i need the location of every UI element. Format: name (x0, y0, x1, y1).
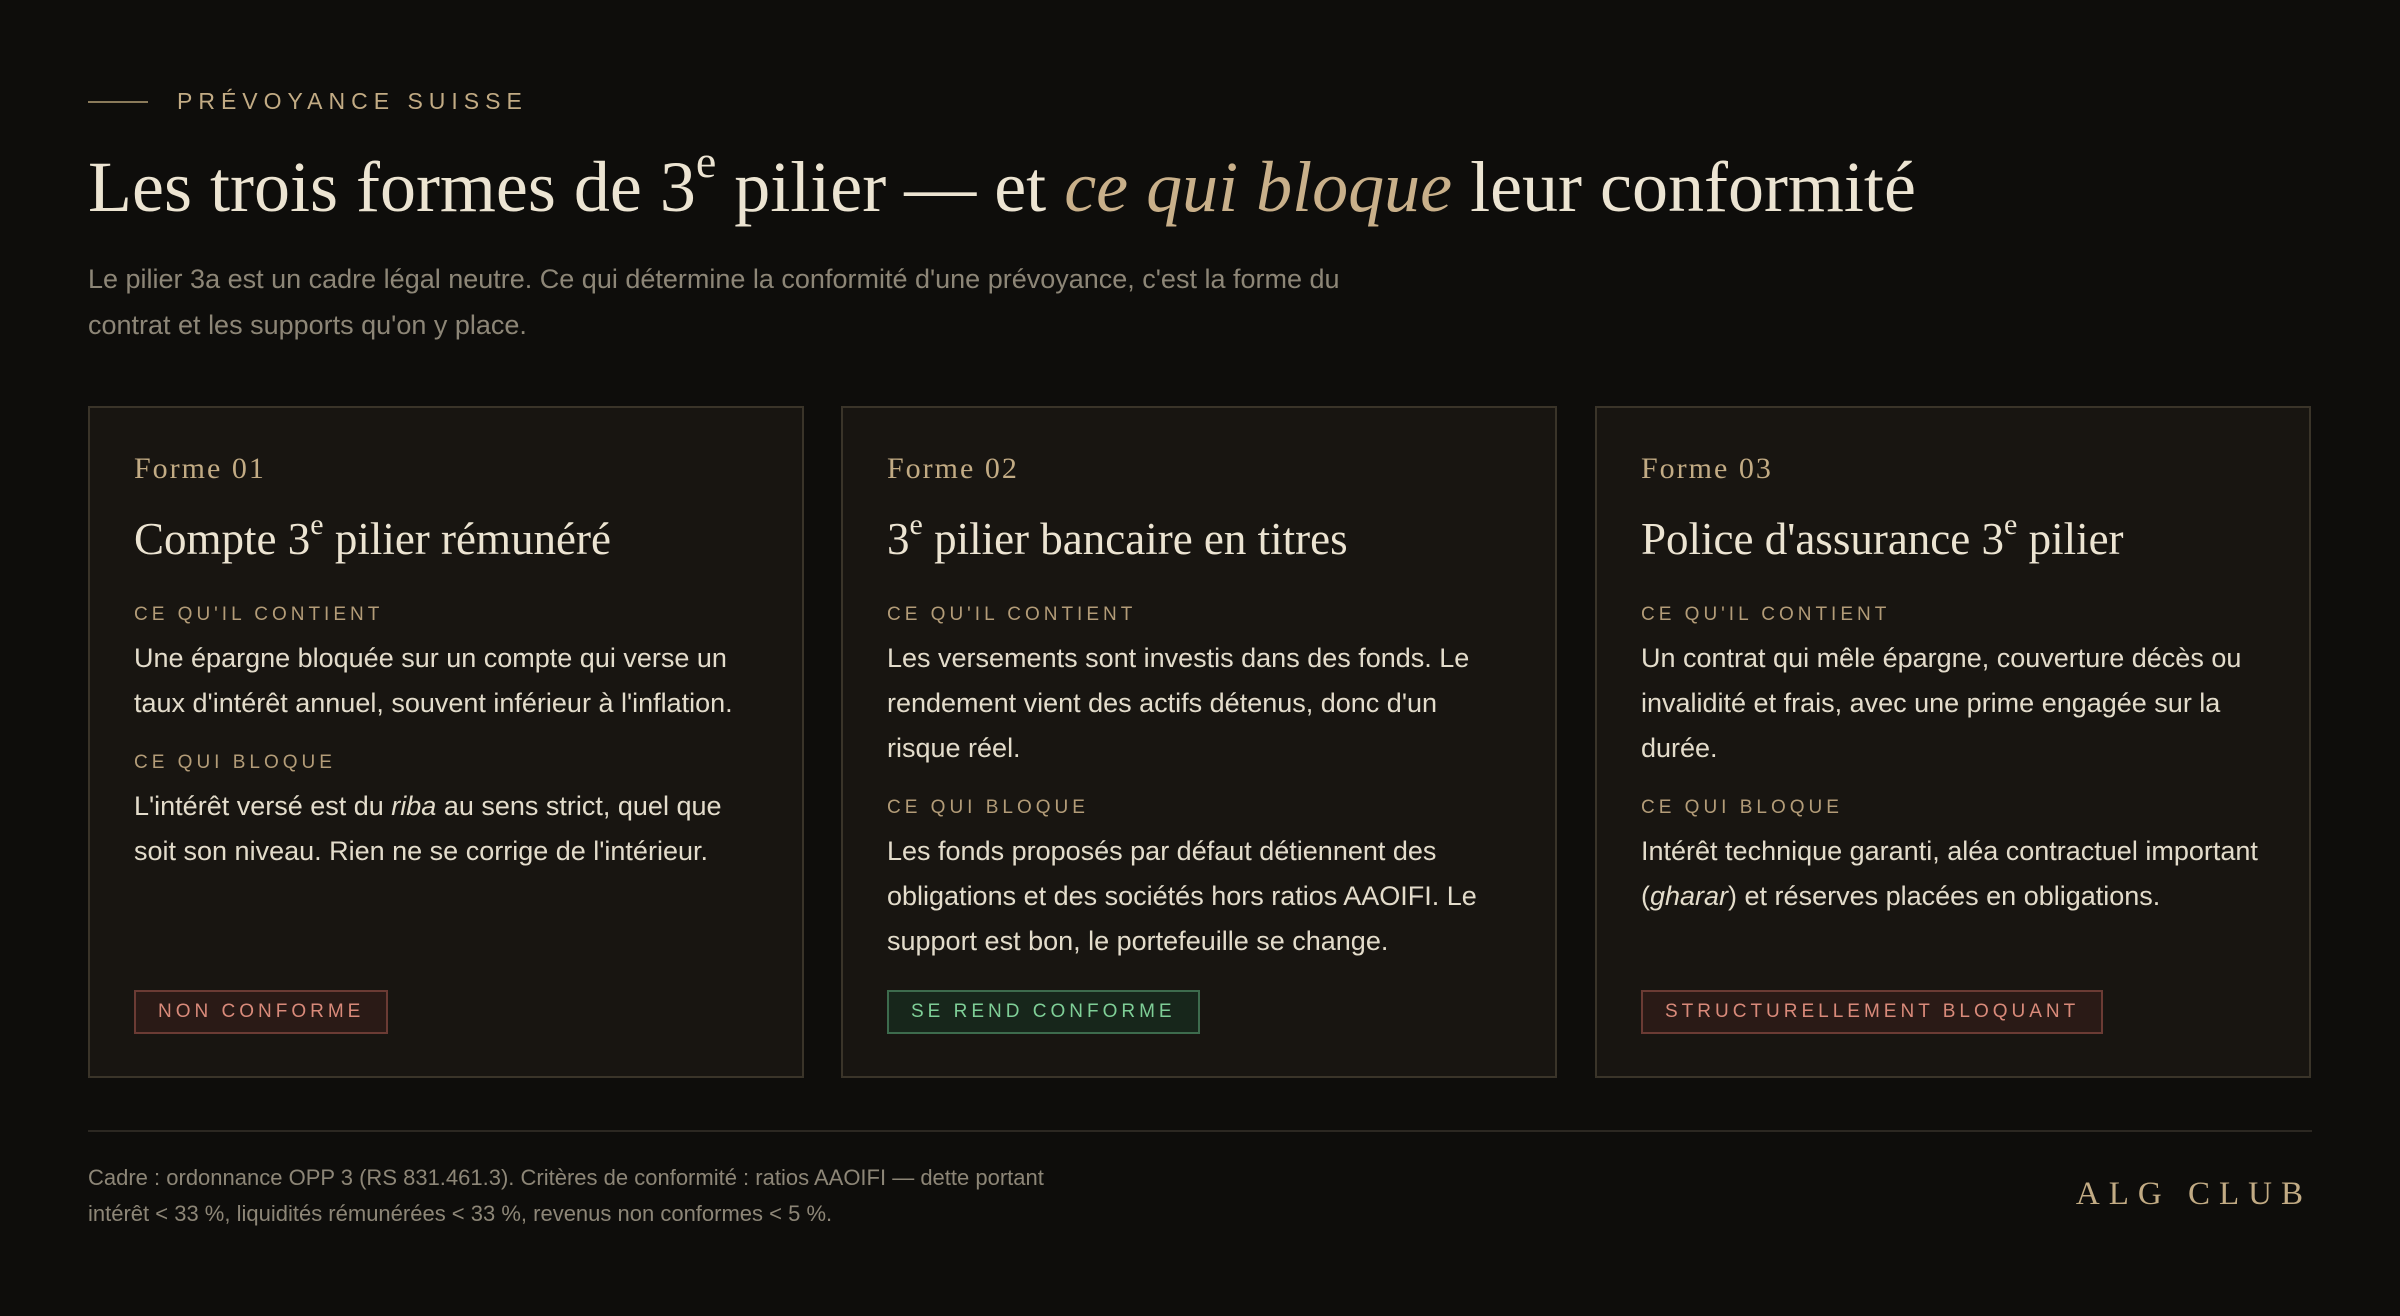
card-form-number: Forme 01 (134, 452, 266, 485)
card-form-number: Forme 02 (887, 452, 1019, 485)
footer-divider (88, 1130, 2312, 1132)
eyebrow-rule (88, 101, 148, 103)
card-form-03 (1595, 406, 2311, 1078)
contains-label: CE QU'IL CONTIENT (887, 604, 1137, 625)
card-form-number: Forme 03 (1641, 452, 1773, 485)
status-badge: NON CONFORME (134, 990, 388, 1034)
status-badge: SE REND CONFORME (887, 990, 1200, 1034)
blocks-label: CE QUI BLOQUE (887, 797, 1089, 818)
blocks-text (887, 829, 1511, 964)
card-title (887, 508, 1511, 566)
title-superscript: e (695, 136, 717, 187)
card-title-sup: e (2004, 508, 2018, 541)
title-part3: leur conformité (1452, 147, 1916, 227)
card-title-b: pilier rémunéré (323, 514, 611, 564)
card-title-sup: e (310, 508, 324, 541)
eyebrow-label: PRÉVOYANCE SUISSE (177, 88, 528, 114)
card-form-01 (88, 406, 804, 1078)
card-title-a: Police d'assurance 3 (1641, 514, 2004, 564)
blocks-text-a: Intérêt technique garanti, aléa contractuel important ( (1641, 836, 2258, 911)
lead-paragraph: Le pilier 3a est un cadre légal neutre. Ce qui détermine la conformité d'une prévoyance, c'est la forme du contrat et les supports qu'on y place. (88, 264, 1340, 340)
card-form-02 (841, 406, 1557, 1078)
blocks-text (134, 784, 758, 874)
title-part2: pilier — et (716, 147, 1065, 227)
blocks-text-a: L'intérêt versé est du (134, 791, 392, 821)
blocks-label: CE QUI BLOQUE (1641, 797, 1843, 818)
card-title-sup: e (909, 508, 923, 541)
status-badge: STRUCTURELLEMENT BLOQUANT (1641, 990, 2103, 1034)
page-title (88, 136, 1916, 227)
contains-label: CE QU'IL CONTIENT (1641, 604, 1891, 625)
blocks-text-b: ) et réserves placées en obligations. (1728, 881, 2161, 911)
contains-text: Une épargne bloquée sur un compte qui verse un taux d'intérêt annuel, souvent inférieur à l'inflation. (134, 643, 733, 718)
title-emphasis: ce qui bloque (1064, 147, 1453, 227)
eyebrow (88, 88, 528, 115)
blocks-label: CE QUI BLOQUE (134, 752, 336, 773)
blocks-text-emphasis: riba (391, 791, 437, 821)
card-title (134, 508, 758, 566)
footer-note: Cadre : ordonnance OPP 3 (RS 831.461.3). Critères de conformité : ratios AAOIFI — dette portant intérêt < 33 %, liquidités rémunérées < 33 %, revenus non conformes < 5 %. (88, 1165, 1044, 1226)
contains-text: Un contrat qui mêle épargne, couverture décès ou invalidité et frais, avec une prime engagée sur la durée. (1641, 643, 2242, 763)
blocks-text-b: au sens strict, quel que soit son niveau. Rien ne se corrige de l'intérieur. (134, 791, 722, 866)
brand-logo: ALG CLUB (2075, 1176, 2312, 1212)
card-title-a: Compte 3 (134, 514, 311, 564)
blocks-text-a: Les fonds proposés par défaut détiennent des obligations et des sociétés hors ratios AAOIFI. Le support est bon, le portefeuille se change. (887, 836, 1477, 956)
card-title-b: pilier (2017, 514, 2124, 564)
card-title-b: pilier bancaire en titres (922, 514, 1348, 564)
card-title (1641, 508, 2265, 566)
title-part1: Les trois formes de 3 (88, 147, 696, 227)
blocks-text-emphasis: gharar (1650, 881, 1729, 911)
card-title-a: 3 (887, 514, 910, 564)
blocks-text (1641, 829, 2265, 919)
contains-label: CE QU'IL CONTIENT (134, 604, 384, 625)
contains-text: Les versements sont investis dans des fonds. Le rendement vient des actifs détenus, donc d'un risque réel. (887, 643, 1470, 763)
